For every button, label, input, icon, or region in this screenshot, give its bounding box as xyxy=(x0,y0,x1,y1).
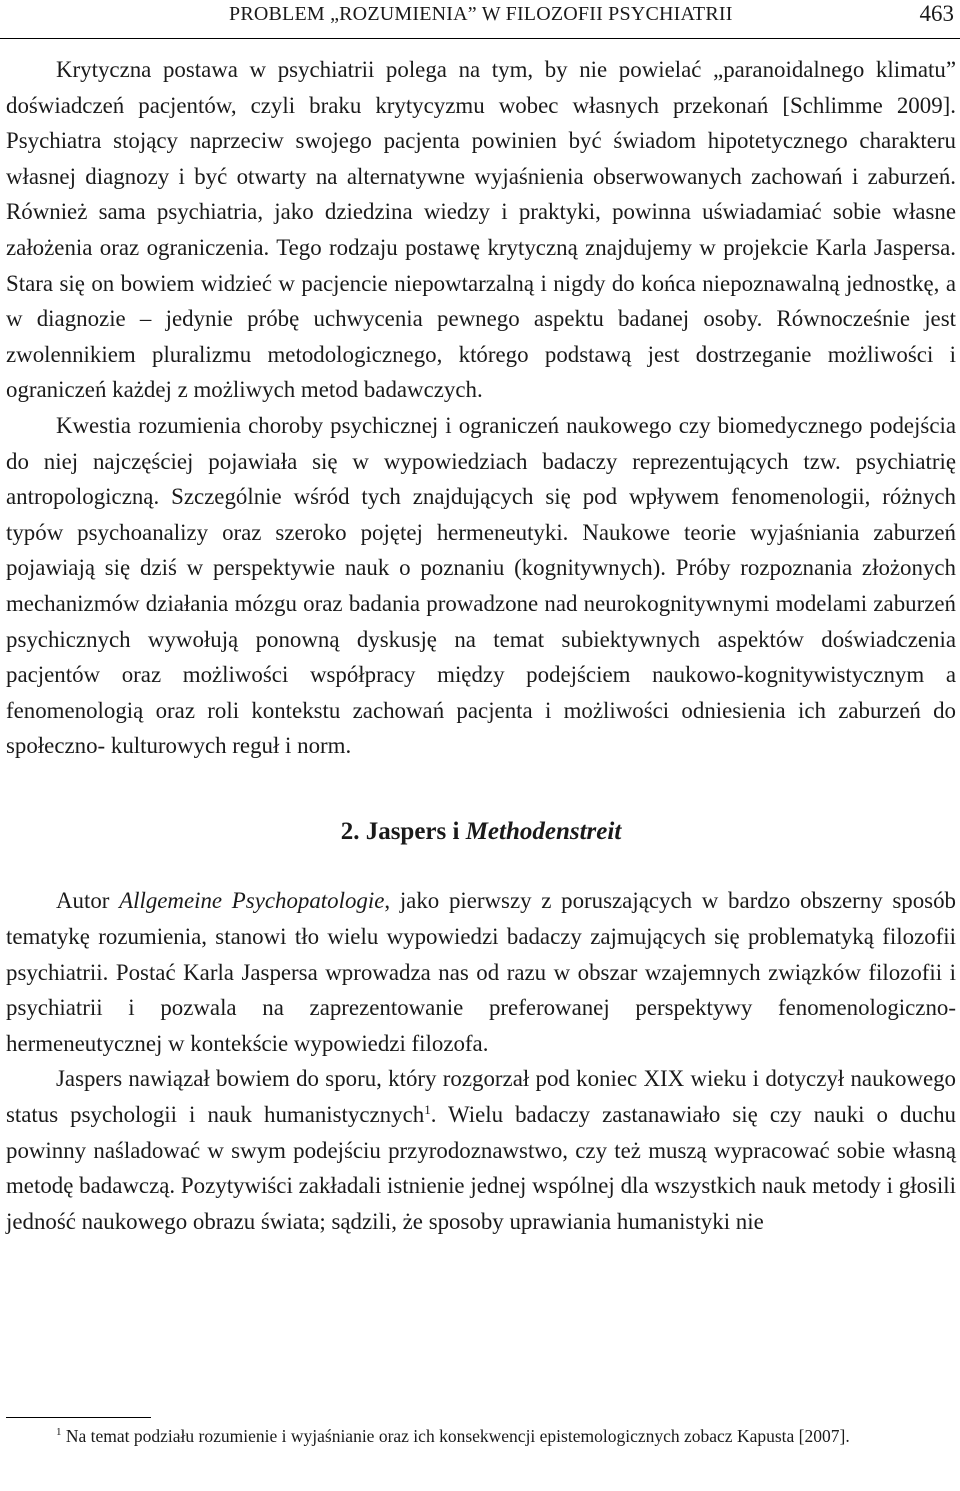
running-title: PROBLEM „ROZUMIENIA” W FILOZOFII PSYCHIATRII xyxy=(229,3,733,25)
footnote xyxy=(6,1421,956,1451)
book-title: Allgemeine Psychopatologie xyxy=(119,888,385,914)
paragraph-4-start: Jaspers nawiązał bowiem do sporu, który rozgorzał pod koniec XIX wieku i dotyczył naukowego status psychologii i nauk humanistycznych xyxy=(6,1066,956,1128)
section-heading-italic: Methodenstreit xyxy=(465,817,622,845)
paragraph-4 xyxy=(6,1061,956,1239)
paragraph-2: Kwestia rozumienia choroby psychicznej i ograniczeń naukowego czy biomedycznego podejścia do niej najczęściej pojawiała się w wypowiedziach badaczy reprezentujących tzw. psychiatrię antropologiczną. Szczególnie wśród tych znajdujących się pod wpływem fenomenologii, różnych typów psychoanalizy oraz szeroko pojętej hermeneutyki. Naukowe teorie wyjaśniania zaburzeń pojawiają się dziś w perspektywie nauk o poznaniu (kognitywnych). Próby rozpoznania złożonych mechanizmów działania mózgu oraz badania prowadzone nad neurokognitywnymi modelami zaburzeń psychicznych wywołują ponowną dyskusję na temat subiektywnych aspektów doświadczenia pacjentów oraz możliwości współpracy między podejściem naukowo-kognitywistycznym a fenomenologią oraz roli kontekstu zachowań pacjenta i możliwości odniesienia ich zaburzeń do społeczno- kulturowych reguł i norm. xyxy=(6,412,956,759)
body-text xyxy=(6,52,956,1239)
running-header xyxy=(0,0,960,39)
footnote-number: 1 xyxy=(56,1426,62,1438)
paragraph-3 xyxy=(6,883,956,1061)
paragraph-1: Krytyczna postawa w psychiatrii polega na tym, by nie powielać „paranoidalnego klimatu” doświadczeń pacjentów, czyli braku krytycyzmu wobec własnych przekonań [Schlimme 2009]. Psychiatra stojący naprzeciw swojego pacjenta powinien być świadom hipotetycznego charakteru własnej diagnozy i być otwarty na alternatywne wyjaśnienia obserwowanych zachowań i zaburzeń. Również sama psychiatria, jako dziedzina wiedzy i praktyki, powinna uświadamiać sobie własne założenia oraz ograniczenia. Tego rodzaju postawę krytyczną znajdujemy w projekcie Karla Jaspersa. Stara się on bowiem widzieć w pacjencie niepowtarzalną i nigdy do końca niepoznawalną jednostkę, a w diagnozie – jedynie próbę uchwycenia pewnego aspektu badanej osoby. Równocześnie jest zwolennikiem pluralizmu metodologicznego, którego podstawą jest dostrzeganie możliwości i ograniczeń każdej z możliwych metod badawczych. xyxy=(6,57,956,403)
footnote-divider xyxy=(6,1417,151,1418)
paragraph-4-rest: . Wielu badaczy zastanawiało się czy nauki o duchu powinny naśladować w swym podejściu przyrodoznawstwo, czy też muszą wypracować sobie własną metodę badawczą. Pozytywiści zakładali istnienie jednej wspólnej dla wszystkich nauk metody i głosili jedność naukowego obrazu świata; sądzili, że sposoby uprawiania humanistyki nie xyxy=(6,1102,956,1234)
page-number: 463 xyxy=(919,1,954,26)
footnote-reference[interactable]: 1 xyxy=(424,1102,431,1118)
paragraph-3-start: Autor xyxy=(56,888,120,914)
paragraph-3-rest: , jako pierwszy z poruszających w bardzo obszerny sposób tematykę rozumienia, stanowi tło wielu wypowiedzi badaczy zajmujących się problematyką filozofii psychiatrii. Postać Karla Jaspersa wprowadza nas od razu w obszar wzajemnych związków filozofii i psychiatrii i pozwala na zaprezentowanie preferowanej perspektywy fenomenologiczno-hermeneutycznej w kontekście wypowiedzi filozofa. xyxy=(6,888,956,1056)
footnote-text: Na temat podziału rozumienie i wyjaśnianie oraz ich konsekwencji epistemologicznych zobacz Kapusta [2007]. xyxy=(61,1426,850,1446)
section-heading xyxy=(6,814,956,850)
section-heading-prefix: 2. Jaspers i xyxy=(340,817,466,845)
